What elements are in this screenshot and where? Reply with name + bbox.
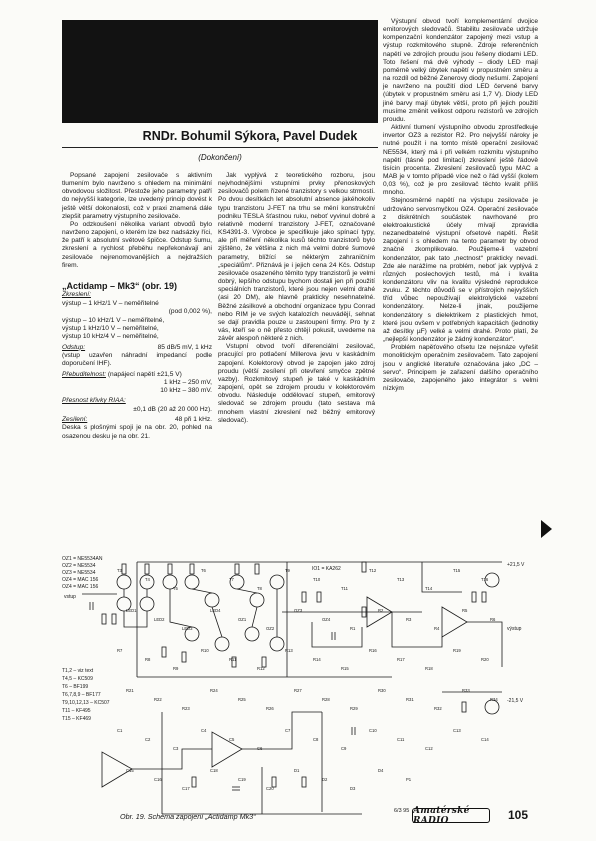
component-label: T5: [173, 586, 178, 591]
oz-legend-item: OZ2 = NE5534: [62, 563, 96, 569]
header-rule: [62, 147, 378, 148]
component-label: C15: [126, 768, 134, 773]
paragraph: Vstupní obvod tvoří diferenciální zesilovač, pracující pro potlačení Millerova jevu v kaskádním zapojení. Kolektorový obvod je zapojen jako zdroj proudu (větší zesílení při otevření smyčce zpětné vazby). Rozkmitový stupeň je také v kaskádním zapojení, opět se zdrojem proudu v kolektorovém obvodu. Následuje oddělovací stupeň, emitorový sledovač se zdrojem proudu (tato sestava má mnohem vlastní zkreslení než běžný emitorový sledovač).: [218, 343, 375, 424]
component-label: C7: [285, 728, 291, 733]
component-label: C2: [145, 737, 151, 742]
supply-positive-label: +21,5 V: [507, 562, 525, 568]
continued-note: (Dokončení): [198, 153, 242, 162]
component-label: R17: [397, 657, 405, 662]
component-label: R14: [313, 657, 321, 662]
spec-text: výstup – 1 kHz/1 V – neměřitelné: [62, 300, 159, 308]
component-label: R15: [341, 666, 349, 671]
overload-label: Přebuditelnost:: [62, 370, 106, 378]
component-label: C16: [154, 777, 162, 782]
snr-value: 85 dB/5 mV, 1 kHz: [157, 343, 212, 351]
ic-label: IO1 = KA262: [312, 566, 341, 572]
component-label: R30: [378, 688, 386, 693]
component-label: OZ4: [322, 617, 331, 622]
spec-row: [62, 325, 212, 333]
title-banner: [62, 20, 378, 123]
component-label: C3: [173, 746, 179, 751]
section-title: „Actidamp – Mk3“ (obr. 19): [62, 280, 178, 291]
component-label: C19: [238, 777, 246, 782]
component-label: LED4: [210, 608, 221, 613]
component-label: C5: [229, 737, 235, 742]
component-label: R26: [266, 706, 274, 711]
component-label: R5: [462, 608, 468, 613]
riaa-value: ±0,1 dB (20 až 20 000 Hz).: [133, 405, 212, 413]
component-label: T4: [145, 577, 150, 582]
component-label: C1: [117, 728, 123, 733]
issue-number: 6/3 95: [394, 808, 410, 814]
right-column: [383, 18, 538, 393]
component-label: R9: [173, 666, 179, 671]
component-label: C12: [425, 746, 433, 751]
spec-row: [62, 317, 212, 325]
component-label: R16: [369, 648, 377, 653]
component-label: R25: [238, 697, 246, 702]
figure-caption: Obr. 19. Schéma zapojení „Actidamp Mk3“: [120, 812, 256, 821]
left-column: [62, 172, 212, 441]
component-label: R1: [350, 626, 356, 631]
component-label: R34: [490, 697, 498, 702]
component-label: C13: [453, 728, 461, 733]
component-label: T16: [481, 577, 489, 582]
gain-value: 48 při 1 kHz.: [174, 416, 212, 424]
spec-list: [62, 300, 212, 441]
component-label: R7: [117, 648, 123, 653]
component-label: R11: [229, 657, 237, 662]
component-label: C20: [266, 786, 274, 791]
component-label: T7: [229, 577, 234, 582]
component-label: T14: [425, 586, 433, 591]
component-label: R22: [154, 697, 162, 702]
component-label: T8: [257, 586, 262, 591]
overload-row: [62, 371, 212, 379]
snr-note: (vstup uzavřen náhradní impedancí podle doporučení IHF).: [62, 351, 212, 368]
component-label: R20: [481, 657, 489, 662]
component-label: T12: [369, 568, 377, 573]
paragraph: Výstupní obvod tvoří komplementární dvojice emitorových sledovačů. Stabilitu zesilovače udržuje kompenzační kondenzátor zapojený mezi vstup a výstup rozkmitového stupně. Zdroje referenčních napětí ve zdrojích proudu jsou řešeny diodami LED. Toto řešení má dvě výhody – diody LED mají poměrně velký úbytek napětí v propustném směru a na rozdíl od běžné Zenerovy diody nešumí. Zapojení je navrženo na použití diod LED červené barvy (úbytek v propustném směru asi 1,7 V). Diody LED jiné barvy mají úbytek větší, proto při jejich použití musíme změnit velikost odporu rezistorů ve zdrojích proudu.: [383, 18, 538, 123]
component-label: T15: [453, 568, 461, 573]
spec-row: [62, 333, 212, 341]
component-label: T10: [313, 577, 321, 582]
snr-label: Odstup:: [62, 343, 86, 351]
oz-legend-item: OZ4 = MAC 156: [62, 577, 99, 583]
paragraph: Problém napěťového ofsetu lze nejsnáze vyřešit monolitickým operačním zesilovačem. Tato zapojení jsou v anglické literatuře označována jako „DC – servo“. Principem je zařazení dalšího operačního zesilovače, zapojeného jako integrátor s velmi nízkým: [383, 344, 538, 393]
paragraph: Stejnosměrné napětí na výstupu zesilovače je udržováno servosmyčkou OZ4. Operační zesilovače z diskrétních součástek navrhované pro elektroakustické účely mívají zpravidla nezanedbatelné výstupní ofsetové napětí. Řešit zapojení i s ohledem na tento parametr by obvod značně zkomplikovalo. Použijeme-li vazební kondenzátor, pak tato „nectnost“ prakticky nevadí. Zde ale narážíme na problém, neboť jak vyplývá z různých poslechových testů, má i kvalita kondenzátoru vliv na kvalitu výsledné reprodukce zvuku. Z těchto důvodů se v přístrojích nejvyšších tříd vůbec nepoužívají elektrolytické vazební kondenzátory. Nelze-li jinak, použijeme kondenzátory s dielektrikem z plastických hmot, které jsou ovšem v potřebných kapacitách (jednotky až desítky µF) velké a velmi drahé. Proto platí, že „nejlepší kondenzátor je žádný kondenzátor“.: [383, 197, 538, 344]
component-label: R12: [257, 666, 265, 671]
component-label: LED1: [126, 608, 137, 613]
t-legend-item: T15 – KF469: [62, 716, 91, 722]
component-label: C9: [341, 746, 347, 751]
riaa-label: Přesnost křivky RIAA:: [62, 397, 126, 405]
output-label: výstup: [507, 626, 522, 632]
overload-value: (napájecí napětí ±21,5 V): [107, 370, 182, 378]
component-label: C11: [397, 737, 405, 742]
component-label: R2: [378, 608, 384, 613]
component-label: C6: [257, 746, 263, 751]
paragraph: Po odzkoušení několika variant obvodů bylo navrženo zapojení, o kterém lze bez nadsázky říci, že patří k absolutní světové špičce. Odstup šumu, zkreslení a rychlost přeběhu nepřekonávají ani zesilovače nejrenomovanějších a nejdražších firem.: [62, 220, 212, 269]
component-label: C4: [201, 728, 207, 733]
component-label: R6: [490, 617, 496, 622]
component-label: C17: [182, 786, 190, 791]
component-label: D3: [350, 786, 356, 791]
oz-legend-item: OZ4 = MAC 156: [62, 584, 99, 590]
component-label: T13: [397, 577, 405, 582]
circuit-schematic: [62, 552, 548, 820]
t-legend-item: T6 – BF199: [62, 684, 89, 690]
component-label: OZ3: [294, 608, 303, 613]
t-legend-item: T11 – KF495: [62, 708, 91, 714]
component-label: C14: [481, 737, 489, 742]
spec-text: výstup 10 kHz/4 V – neměřitelné,: [62, 333, 159, 341]
component-label: R33: [462, 688, 470, 693]
t-legend-item: T4,5 – KC509: [62, 676, 93, 682]
component-label: D1: [294, 768, 300, 773]
overload-value-1: 1 kHz – 250 mV,: [163, 378, 212, 386]
component-label: R3: [406, 617, 412, 622]
component-label: C8: [313, 737, 319, 742]
distortion-label: Zkreslení:: [62, 291, 91, 299]
component-label: D2: [322, 777, 328, 782]
paragraph: Aktivní tlumení výstupního obvodu zprostředkuje invertor OZ3 a rezistor R2. Pro nejvyšší nároky je nutné použít i na tomto místě operační zesilovač NE5534, který má i při velkém rozkmitu výstupního napětí (tásně pod limitací) zkreslení ještě řádově tisícin procenta. Zkreslení zesilovačů typu MAC a MAB je v tomto případě více než o řád vyšší (kolem 0,03 %), což je pro zesilovač těchto kvalit příliš mnoho.: [383, 124, 538, 197]
component-label: T9: [285, 568, 290, 573]
article-authors: RNDr. Bohumil Sýkora, Pavel Dudek: [142, 129, 358, 143]
component-label: R19: [453, 648, 461, 653]
page-number: 105: [508, 808, 529, 822]
paragraph: Popsané zapojení zesilovače s aktivním tlumením bylo navrženo s ohledem na minimální obvodovou složitost. Přestože jeho parametry patří do nejvyšší kategorie, lze uvedený princip dovést k ještě větší dokonalosti, což v praxi znamená dále zlepšit parametry výstupního zesilovače.: [62, 172, 212, 220]
component-label: C10: [369, 728, 377, 733]
component-label: R24: [210, 688, 218, 693]
snr-row: [62, 344, 212, 352]
component-label: R10: [201, 648, 209, 653]
spec-text: (pod 0,002 %),: [168, 308, 212, 316]
component-label: C18: [210, 768, 218, 773]
component-label: T6: [201, 568, 206, 573]
pcb-note: Deska s plošnými spoji je na obr. 20, pohled na osazenou desku je na obr. 21.: [62, 424, 212, 440]
continue-arrow-icon: [541, 520, 552, 538]
gain-label: Zesílení:: [62, 416, 88, 424]
component-label: LED3: [182, 626, 193, 631]
component-label: T11: [341, 586, 348, 591]
component-label: R8: [145, 657, 151, 662]
component-label: R28: [322, 697, 330, 702]
paragraph: Jak vyplývá z teoretického rozboru, jsou nejvhodnějšími vstupními prvky přenoskových zesilovačů polem řízené tranzistory s velkou strmostí. Po dvou desítkách let absolutní absence jakéhokoliv typu tranzistoru J-FET na trhu se mění konstrukční podniku TESLA šťastnou ruku, neboť vyvinul dobré a relativně moderní tranzistory J-FET, označované KS4391-3. Výrobce je specifikuje jako spínací typy, ale při měření několika kusů těchto tranzistorů bylo zjištěno, že většina z nich má velmi dobré šumové parametry, blížící se některým zahraničním „speciálům“. Přiznává je i jejich cena 24 Kčs. Odstup zesilovače osazeného těmito typy tranzistorů je velmi dobrý, lepšího odstupu bychom dostali jen při použití speciálních tranzistorů, které jsou nejen velmi drahé (asi 20 DM), ale hlavně prakticky nesehnatelné. Běžné zásilkové a obchodní organizace typu Conrad nebo RIM je ve svých katalozích neuvádějí, sehnat se dají pravidla pouze u zastoupení firmy. Pro ty z vás, kteří se o ně přesto chtějí pokusit, uvedeme na závěr alespoň některé z nich.: [218, 172, 375, 343]
component-label: P1: [406, 777, 412, 782]
magazine-logo: Amatérské RADIO: [412, 808, 490, 823]
component-label: D4: [378, 768, 384, 773]
oz-legend-item: OZ3 = NE5534: [62, 570, 96, 576]
part-labels: [117, 568, 498, 791]
component-label: R13: [285, 648, 293, 653]
component-label: R32: [434, 706, 442, 711]
component-label: R27: [294, 688, 302, 693]
t-legend-item: T1,2 – viz text: [62, 668, 94, 674]
spec-row: [62, 300, 212, 308]
component-label: R23: [182, 706, 190, 711]
component-label: LED2: [154, 617, 165, 622]
component-label: R31: [406, 697, 414, 702]
overload-value-2: 10 kHz – 380 mV.: [160, 387, 212, 395]
middle-column: [218, 172, 375, 425]
component-label: OZ2: [266, 626, 275, 631]
t-legend-item: T6,7,8,9 – BF177: [62, 692, 101, 698]
component-label: T3: [117, 568, 122, 573]
spec-row: [62, 308, 212, 316]
supply-negative-label: -21,5 V: [507, 698, 524, 704]
component-label: R4: [434, 626, 440, 631]
input-label: vstup: [64, 594, 76, 600]
component-label: R21: [126, 688, 134, 693]
spec-text: výstup 1 kHz/10 V – neměřitelné,: [62, 325, 159, 333]
component-label: OZ1: [238, 617, 247, 622]
oz-legend-item: OZ1 = NE5534AN: [62, 556, 103, 562]
component-label: R18: [425, 666, 433, 671]
spec-text: výstup – 10 kHz/1 V – neměřitelné,: [62, 316, 165, 324]
t-legend-item: T9,10,12,13 – KC507: [62, 700, 110, 706]
component-label: R29: [350, 706, 358, 711]
gain-row: [62, 416, 212, 424]
